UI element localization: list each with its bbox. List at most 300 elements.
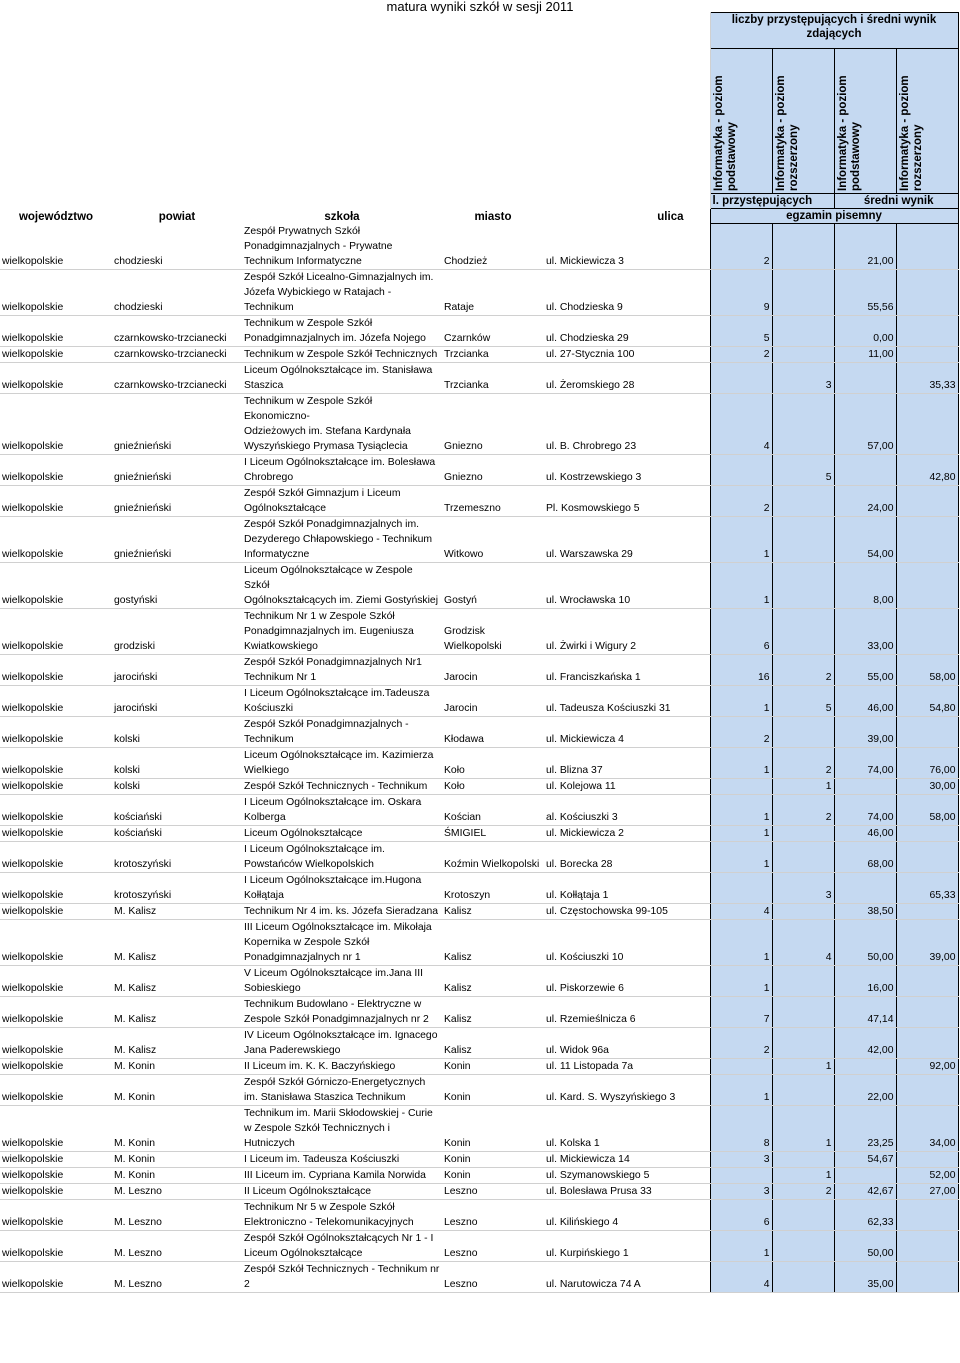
city-cell: Gostyń xyxy=(442,563,544,609)
powiat-cell: gnieźnieński xyxy=(112,394,242,455)
street-cell: ul. Tadeusza Kościuszki 31 xyxy=(544,686,710,717)
table-row xyxy=(0,609,958,655)
avg-basic-cell: 21,00 xyxy=(834,224,896,270)
avg-extended-cell xyxy=(896,997,958,1028)
avg-extended-cell: 58,00 xyxy=(896,795,958,826)
school-cell: I Liceum im. Tadeusza Kościuszki xyxy=(242,1152,442,1168)
table-row xyxy=(0,997,958,1028)
results-table xyxy=(0,12,959,1293)
avg-basic-cell: 42,67 xyxy=(834,1184,896,1200)
count-extended-cell: 3 xyxy=(772,873,834,904)
wojewodztwo-cell: wielkopolskie xyxy=(0,655,112,686)
wojewodztwo-cell: wielkopolskie xyxy=(0,1262,112,1293)
wojewodztwo-cell: wielkopolskie xyxy=(0,842,112,873)
school-cell: I Liceum Ogólnokształcące im. Oskara Kolberga xyxy=(242,795,442,826)
count-label: l. przystępujących xyxy=(710,194,834,209)
count-basic-cell: 6 xyxy=(710,609,772,655)
powiat-cell: M. Konin xyxy=(112,1168,242,1184)
powiat-cell: czarnkowsko-trzcianecki xyxy=(112,316,242,347)
col-szkola: szkoła xyxy=(324,210,360,223)
city-cell: Koło xyxy=(442,748,544,779)
count-basic-cell xyxy=(710,363,772,394)
city-cell: Konin xyxy=(442,1059,544,1075)
street-cell: ul. Mickiewicza 4 xyxy=(544,717,710,748)
avg-basic-cell: 33,00 xyxy=(834,609,896,655)
powiat-cell: M. Konin xyxy=(112,1075,242,1106)
city-cell: Kalisz xyxy=(442,1028,544,1059)
school-cell: Zespół Prywatnych Szkół Ponadgimnazjalnych - Prywatne Technikum Informatyczne xyxy=(242,224,442,270)
powiat-cell: kościański xyxy=(112,826,242,842)
count-basic-cell: 1 xyxy=(710,517,772,563)
street-cell: ul. Kurpińskiego 1 xyxy=(544,1231,710,1262)
powiat-cell: kościański xyxy=(112,795,242,826)
wojewodztwo-cell: wielkopolskie xyxy=(0,455,112,486)
table-row xyxy=(0,394,958,455)
school-cell: Zespół Szkół Ponadgimnazjalnych Nr1 Technikum Nr 1 xyxy=(242,655,442,686)
powiat-cell: gostyński xyxy=(112,563,242,609)
table-row xyxy=(0,1168,958,1184)
avg-basic-cell: 68,00 xyxy=(834,842,896,873)
avg-basic-cell: 74,00 xyxy=(834,795,896,826)
avg-basic-cell: 16,00 xyxy=(834,966,896,997)
powiat-cell: gnieźnieński xyxy=(112,517,242,563)
school-cell: Technikum im. Marii Skłodowskiej - Curie w Zespole Szkół Technicznych i Hutniczych xyxy=(242,1106,442,1152)
avg-basic-cell xyxy=(834,455,896,486)
avg-basic-cell xyxy=(834,873,896,904)
count-extended-cell xyxy=(772,966,834,997)
wojewodztwo-cell: wielkopolskie xyxy=(0,486,112,517)
count-basic-cell: 5 xyxy=(710,316,772,347)
school-cell: Technikum w Zespole Szkół Ponadgimnazjalnych im. Józefa Nojego xyxy=(242,316,442,347)
count-extended-cell: 5 xyxy=(772,455,834,486)
avg-extended-cell xyxy=(896,609,958,655)
count-extended-cell xyxy=(772,1028,834,1059)
city-cell: Leszno xyxy=(442,1262,544,1293)
powiat-cell: M. Kalisz xyxy=(112,920,242,966)
street-cell: ul. 27-Stycznia 100 xyxy=(544,347,710,363)
table-row xyxy=(0,655,958,686)
powiat-cell: M. Kalisz xyxy=(112,1028,242,1059)
count-basic-cell: 1 xyxy=(710,920,772,966)
count-basic-cell xyxy=(710,873,772,904)
avg-extended-cell: 34,00 xyxy=(896,1106,958,1152)
wojewodztwo-cell: wielkopolskie xyxy=(0,717,112,748)
count-extended-cell: 1 xyxy=(772,1106,834,1152)
count-basic-cell: 4 xyxy=(710,394,772,455)
count-extended-cell xyxy=(772,826,834,842)
count-basic-cell: 2 xyxy=(710,486,772,517)
school-cell: Liceum Ogólnokształcące im. Stanisława Staszica xyxy=(242,363,442,394)
table-row xyxy=(0,826,958,842)
city-cell: Jarocin xyxy=(442,655,544,686)
avg-basic-cell xyxy=(834,779,896,795)
table-row xyxy=(0,316,958,347)
street-cell: ul. Borecka 28 xyxy=(544,842,710,873)
table-row xyxy=(0,795,958,826)
avg-extended-cell xyxy=(896,224,958,270)
avg-basic-cell: 46,00 xyxy=(834,686,896,717)
powiat-cell: chodzieski xyxy=(112,224,242,270)
avg-basic-cell: 50,00 xyxy=(834,1231,896,1262)
city-cell: Rataje xyxy=(442,270,544,316)
avg-extended-cell: 42,80 xyxy=(896,455,958,486)
school-cell: V Liceum Ogólnokształcące im.Jana III Sobieskiego xyxy=(242,966,442,997)
count-basic-cell: 1 xyxy=(710,1231,772,1262)
city-cell: Leszno xyxy=(442,1231,544,1262)
avg-extended-cell: 27,00 xyxy=(896,1184,958,1200)
powiat-cell: krotoszyński xyxy=(112,842,242,873)
school-cell: Zespół Szkół Gimnazjum i Liceum Ogólnokształcące xyxy=(242,486,442,517)
city-cell: Kalisz xyxy=(442,904,544,920)
count-extended-cell: 1 xyxy=(772,779,834,795)
powiat-cell: kolski xyxy=(112,748,242,779)
wojewodztwo-cell: wielkopolskie xyxy=(0,1168,112,1184)
powiat-cell: M. Konin xyxy=(112,1152,242,1168)
count-basic-cell: 1 xyxy=(710,686,772,717)
street-cell: ul. Kard. S. Wyszyńskiego 3 xyxy=(544,1075,710,1106)
count-basic-cell: 1 xyxy=(710,966,772,997)
street-cell: ul. Szymanowskiego 5 xyxy=(544,1168,710,1184)
avg-basic-cell: 57,00 xyxy=(834,394,896,455)
avg-extended-cell xyxy=(896,904,958,920)
powiat-cell: jarociński xyxy=(112,655,242,686)
wojewodztwo-cell: wielkopolskie xyxy=(0,1059,112,1075)
table-row xyxy=(0,1075,958,1106)
city-cell: Gniezno xyxy=(442,455,544,486)
col-wojewodztwo: województwo xyxy=(18,210,94,223)
school-cell: Technikum Nr 4 im. ks. Józefa Sieradzana xyxy=(242,904,442,920)
count-basic-cell: 16 xyxy=(710,655,772,686)
avg-basic-cell: 47,14 xyxy=(834,997,896,1028)
school-cell: Liceum Ogólnokształcące im. Kazimierza Wielkiego xyxy=(242,748,442,779)
avg-basic-cell: 8,00 xyxy=(834,563,896,609)
city-cell: Trzemeszno xyxy=(442,486,544,517)
avg-basic-cell: 54,67 xyxy=(834,1152,896,1168)
city-cell: Trzcianka xyxy=(442,363,544,394)
street-cell: ul. Kilińskiego 4 xyxy=(544,1200,710,1231)
school-cell: Zespół Szkół Ponadgimnazjalnych im. Dezyderego Chłapowskiego - Technikum Informatyczne xyxy=(242,517,442,563)
avg-basic-cell: 55,00 xyxy=(834,655,896,686)
wojewodztwo-cell: wielkopolskie xyxy=(0,1200,112,1231)
count-basic-cell: 1 xyxy=(710,1075,772,1106)
count-basic-cell: 8 xyxy=(710,1106,772,1152)
street-cell: ul. B. Chrobrego 23 xyxy=(544,394,710,455)
count-basic-cell xyxy=(710,455,772,486)
avg-extended-cell xyxy=(896,347,958,363)
wojewodztwo-cell: wielkopolskie xyxy=(0,779,112,795)
vertical-header-4: Informatyka - poziom rozszerzony xyxy=(896,49,958,194)
street-cell: ul. Kościuszki 10 xyxy=(544,920,710,966)
wojewodztwo-cell: wielkopolskie xyxy=(0,394,112,455)
table-row xyxy=(0,686,958,717)
table-row xyxy=(0,224,958,270)
table-row xyxy=(0,1028,958,1059)
count-basic-cell: 6 xyxy=(710,1200,772,1231)
page-title: matura wyniki szkół w sesji 2011 xyxy=(386,0,574,14)
powiat-cell: kolski xyxy=(112,717,242,748)
street-cell: ul. Żwirki i Wigury 2 xyxy=(544,609,710,655)
avg-extended-cell xyxy=(896,826,958,842)
count-basic-cell: 2 xyxy=(710,1028,772,1059)
city-cell: Chodzież xyxy=(442,224,544,270)
wojewodztwo-cell: wielkopolskie xyxy=(0,748,112,779)
count-basic-cell: 2 xyxy=(710,347,772,363)
city-cell: Konin xyxy=(442,1106,544,1152)
avg-extended-cell xyxy=(896,1075,958,1106)
table-row xyxy=(0,842,958,873)
street-cell: ul. Kostrzewskiego 3 xyxy=(544,455,710,486)
school-cell: Technikum Budowlano - Elektryczne w Zespole Szkół Ponadgimnazjalnych nr 2 xyxy=(242,997,442,1028)
count-basic-cell xyxy=(710,1059,772,1075)
powiat-cell: M. Leszno xyxy=(112,1262,242,1293)
wojewodztwo-cell: wielkopolskie xyxy=(0,920,112,966)
city-cell: ŚMIGIEL xyxy=(442,826,544,842)
street-cell: ul. Franciszkańska 1 xyxy=(544,655,710,686)
table-row xyxy=(0,517,958,563)
street-cell: ul. Chodzieska 9 xyxy=(544,270,710,316)
wojewodztwo-cell: wielkopolskie xyxy=(0,347,112,363)
table-row xyxy=(0,920,958,966)
table-row xyxy=(0,455,958,486)
header-blank xyxy=(0,13,710,209)
count-extended-cell: 2 xyxy=(772,1184,834,1200)
street-cell: ul. Warszawska 29 xyxy=(544,517,710,563)
avg-extended-cell: 35,33 xyxy=(896,363,958,394)
avg-basic-cell: 54,00 xyxy=(834,517,896,563)
school-cell: I Liceum Ogólnokształcące im.Tadeusza Kościuszki xyxy=(242,686,442,717)
city-cell: Trzcianka xyxy=(442,347,544,363)
wojewodztwo-cell: wielkopolskie xyxy=(0,563,112,609)
table-row xyxy=(0,486,958,517)
street-cell: ul. Narutowicza 74 A xyxy=(544,1262,710,1293)
avg-basic-cell xyxy=(834,1168,896,1184)
powiat-cell: gnieźnieński xyxy=(112,455,242,486)
avg-basic-cell: 24,00 xyxy=(834,486,896,517)
avg-extended-cell xyxy=(896,486,958,517)
street-cell: ul. Chodzieska 29 xyxy=(544,316,710,347)
avg-extended-cell: 76,00 xyxy=(896,748,958,779)
city-cell: Leszno xyxy=(442,1184,544,1200)
school-cell: Zespół Szkół Górniczo-Energetycznych im. Stanisława Staszica Technikum xyxy=(242,1075,442,1106)
wojewodztwo-cell: wielkopolskie xyxy=(0,1152,112,1168)
avg-extended-cell xyxy=(896,316,958,347)
school-cell: Zespół Szkół Technicznych - Technikum nr 2 xyxy=(242,1262,442,1293)
avg-extended-cell: 58,00 xyxy=(896,655,958,686)
table-row xyxy=(0,563,958,609)
table-row xyxy=(0,1106,958,1152)
street-cell: ul. Kołłątaja 1 xyxy=(544,873,710,904)
avg-basic-cell: 62,33 xyxy=(834,1200,896,1231)
avg-basic-cell: 55,56 xyxy=(834,270,896,316)
count-extended-cell: 2 xyxy=(772,795,834,826)
count-extended-cell: 3 xyxy=(772,363,834,394)
count-extended-cell xyxy=(772,486,834,517)
vertical-header-3: Informatyka - poziom podstawowy xyxy=(834,49,896,194)
wojewodztwo-cell: wielkopolskie xyxy=(0,363,112,394)
street-cell: ul. Piskorzewie 6 xyxy=(544,966,710,997)
table-row xyxy=(0,1184,958,1200)
count-basic-cell: 3 xyxy=(710,1152,772,1168)
street-cell: Pl. Kosmowskiego 5 xyxy=(544,486,710,517)
avg-extended-cell xyxy=(896,717,958,748)
table-row xyxy=(0,873,958,904)
count-extended-cell xyxy=(772,1231,834,1262)
street-cell: ul. Kolska 1 xyxy=(544,1106,710,1152)
table-row xyxy=(0,270,958,316)
avg-basic-cell: 0,00 xyxy=(834,316,896,347)
avg-basic-cell: 50,00 xyxy=(834,920,896,966)
count-extended-cell xyxy=(772,347,834,363)
school-cell: Technikum w Zespole Szkół Technicznych xyxy=(242,347,442,363)
school-cell: Zespół Szkół Technicznych - Technikum xyxy=(242,779,442,795)
avg-basic-cell: 38,50 xyxy=(834,904,896,920)
avg-basic-cell: 23,25 xyxy=(834,1106,896,1152)
count-extended-cell: 1 xyxy=(772,1059,834,1075)
powiat-cell: jarociński xyxy=(112,686,242,717)
avg-extended-cell xyxy=(896,394,958,455)
city-cell: Konin xyxy=(442,1168,544,1184)
count-extended-cell: 1 xyxy=(772,1168,834,1184)
count-basic-cell: 7 xyxy=(710,997,772,1028)
powiat-cell: krotoszyński xyxy=(112,873,242,904)
wojewodztwo-cell: wielkopolskie xyxy=(0,686,112,717)
avg-extended-cell xyxy=(896,270,958,316)
avg-extended-cell: 92,00 xyxy=(896,1059,958,1075)
wojewodztwo-cell: wielkopolskie xyxy=(0,1028,112,1059)
group-header: liczby przystępujących i średni wynik zdających xyxy=(710,13,958,49)
wojewodztwo-cell: wielkopolskie xyxy=(0,826,112,842)
avg-basic-cell: 46,00 xyxy=(834,826,896,842)
city-cell: Konin xyxy=(442,1152,544,1168)
count-basic-cell: 4 xyxy=(710,904,772,920)
count-basic-cell xyxy=(710,1168,772,1184)
avg-extended-cell xyxy=(896,1200,958,1231)
col-ulica: ulica xyxy=(657,210,684,223)
vertical-header-2: Informatyka - poziom rozszerzony xyxy=(772,49,834,194)
avg-basic-cell xyxy=(834,1059,896,1075)
count-extended-cell xyxy=(772,997,834,1028)
powiat-cell: M. Leszno xyxy=(112,1184,242,1200)
wojewodztwo-cell: wielkopolskie xyxy=(0,1075,112,1106)
school-cell: II Liceum Ogólnokształcące xyxy=(242,1184,442,1200)
avg-basic-cell: 22,00 xyxy=(834,1075,896,1106)
table-row xyxy=(0,347,958,363)
wojewodztwo-cell: wielkopolskie xyxy=(0,316,112,347)
school-cell: III Liceum Ogólnokształcące im. Mikołaja Kopernika w Zespole Szkół Ponadgimnazjalnych nr 1 xyxy=(242,920,442,966)
col-miasto: miasto xyxy=(474,210,512,223)
city-cell: Grodzisk Wielkopolski xyxy=(442,609,544,655)
count-basic-cell: 4 xyxy=(710,1262,772,1293)
school-cell: Liceum Ogólnokształcące xyxy=(242,826,442,842)
school-cell: IV Liceum Ogólnokształcące im. Ignacego Jana Paderewskiego xyxy=(242,1028,442,1059)
vertical-header-1: Informatyka - poziom podstawowy xyxy=(710,49,772,194)
count-basic-cell xyxy=(710,779,772,795)
table-row xyxy=(0,1231,958,1262)
street-cell: ul. Bolesława Prusa 33 xyxy=(544,1184,710,1200)
avg-extended-cell: 39,00 xyxy=(896,920,958,966)
powiat-cell: M. Kalisz xyxy=(112,997,242,1028)
table-row xyxy=(0,748,958,779)
avg-extended-cell xyxy=(896,966,958,997)
city-cell: Kościan xyxy=(442,795,544,826)
powiat-cell: M. Konin xyxy=(112,1106,242,1152)
avg-extended-cell: 65,33 xyxy=(896,873,958,904)
wojewodztwo-cell: wielkopolskie xyxy=(0,270,112,316)
city-cell: Koło xyxy=(442,779,544,795)
powiat-cell: chodzieski xyxy=(112,270,242,316)
count-extended-cell xyxy=(772,842,834,873)
city-cell: Kłodawa xyxy=(442,717,544,748)
wojewodztwo-cell: wielkopolskie xyxy=(0,997,112,1028)
avg-extended-cell xyxy=(896,1262,958,1293)
avg-basic-cell: 35,00 xyxy=(834,1262,896,1293)
street-cell: ul. Kolejowa 11 xyxy=(544,779,710,795)
school-cell: Zespół Szkół Ogólnokształcących Nr 1 - I Liceum Ogólnokształcące xyxy=(242,1231,442,1262)
table-row xyxy=(0,1262,958,1293)
street-cell: ul. Blizna 37 xyxy=(544,748,710,779)
count-extended-cell xyxy=(772,270,834,316)
city-cell: Gniezno xyxy=(442,394,544,455)
wojewodztwo-cell: wielkopolskie xyxy=(0,795,112,826)
school-cell: Technikum Nr 5 w Zespole Szkół Elektroniczno - Telekomunikacyjnych xyxy=(242,1200,442,1231)
count-basic-cell: 1 xyxy=(710,842,772,873)
school-cell: I Liceum Ogólnokształcące im.Hugona Kołłątaja xyxy=(242,873,442,904)
count-extended-cell xyxy=(772,394,834,455)
wojewodztwo-cell: wielkopolskie xyxy=(0,517,112,563)
school-cell: I Liceum Ogólnokształcące im. Powstańców Wielkopolskich xyxy=(242,842,442,873)
count-extended-cell xyxy=(772,517,834,563)
powiat-cell: czarnkowsko-trzcianecki xyxy=(112,347,242,363)
count-extended-cell: 2 xyxy=(772,748,834,779)
school-cell: Liceum Ogólnokształcące w Zespole Szkół Ogólnokształcących im. Ziemi Gostyńskiej xyxy=(242,563,442,609)
street-cell: ul. 11 Listopada 7a xyxy=(544,1059,710,1075)
city-cell: Kalisz xyxy=(442,920,544,966)
powiat-cell: M. Kalisz xyxy=(112,904,242,920)
count-basic-cell: 9 xyxy=(710,270,772,316)
city-cell: Konin xyxy=(442,1075,544,1106)
avg-extended-cell: 52,00 xyxy=(896,1168,958,1184)
powiat-cell: M. Konin xyxy=(112,1059,242,1075)
avg-extended-cell xyxy=(896,1152,958,1168)
avg-extended-cell: 54,80 xyxy=(896,686,958,717)
wojewodztwo-cell: wielkopolskie xyxy=(0,1106,112,1152)
street-cell: ul. Mickiewicza 14 xyxy=(544,1152,710,1168)
powiat-cell: kolski xyxy=(112,779,242,795)
school-cell: Technikum Nr 1 w Zespole Szkół Ponadgimnazjalnych im. Eugeniusza Kwiatkowskiego xyxy=(242,609,442,655)
city-cell: Witkowo xyxy=(442,517,544,563)
wojewodztwo-cell: wielkopolskie xyxy=(0,224,112,270)
city-cell: Kalisz xyxy=(442,966,544,997)
school-cell: Technikum w Zespole Szkół Ekonomiczno- Odzieżowych im. Stefana Kardynała Wyszyńskiego Prymasa Tysiąclecia xyxy=(242,394,442,455)
count-basic-cell: 1 xyxy=(710,563,772,609)
count-extended-cell xyxy=(772,563,834,609)
table-row xyxy=(0,1152,958,1168)
avg-basic-cell xyxy=(834,363,896,394)
street-cell: ul. Widok 96a xyxy=(544,1028,710,1059)
street-cell: al. Kościuszki 3 xyxy=(544,795,710,826)
count-basic-cell: 1 xyxy=(710,795,772,826)
count-extended-cell: 2 xyxy=(772,655,834,686)
street-cell: ul. Żeromskiego 28 xyxy=(544,363,710,394)
school-cell: II Liceum im. K. K. Baczyńskiego xyxy=(242,1059,442,1075)
school-cell: I Liceum Ogólnokształcące im. Bolesława Chrobrego xyxy=(242,455,442,486)
school-cell: III Liceum im. Cypriana Kamila Norwida xyxy=(242,1168,442,1184)
school-cell: Zespół Szkół Licealno-Gimnazjalnych im. Józefa Wybickiego w Ratajach - Technikum xyxy=(242,270,442,316)
city-cell: Koźmin Wielkopolski xyxy=(442,842,544,873)
count-extended-cell xyxy=(772,224,834,270)
street-cell: ul. Rzemieślnicza 6 xyxy=(544,997,710,1028)
avg-basic-cell: 39,00 xyxy=(834,717,896,748)
